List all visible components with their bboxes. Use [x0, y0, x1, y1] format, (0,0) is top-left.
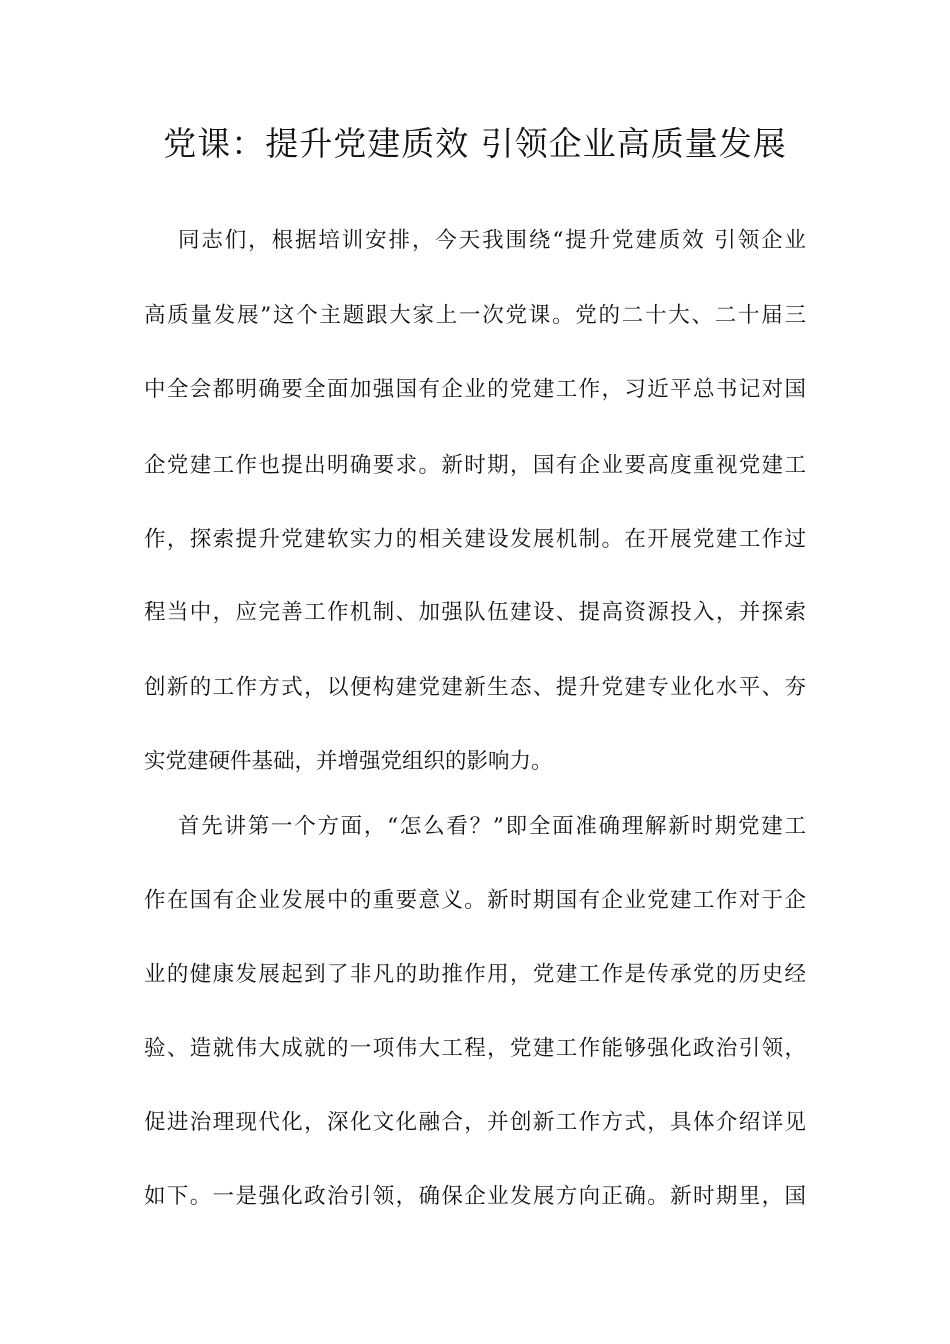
paragraph-2-line-3: 业的健康发展起到了非凡的助推作用，党建工作是传承党的历史经	[144, 962, 806, 987]
paragraph-2-line-6: 如下。一是强化政治引领，确保企业发展方向正确。新时期里，国	[144, 1184, 806, 1209]
paragraph-1-line-1: 同志们，根据培训安排，今天我围绕“提升党建质效 引领企业	[178, 228, 806, 253]
paragraph-2-line-2: 作在国有企业发展中的重要意义。新时期国有企业党建工作对于企	[144, 888, 806, 913]
paragraph-1-line-3: 中全会都明确要全面加强国有企业的党建工作，习近平总书记对国	[144, 377, 806, 402]
document-title: 党课：提升党建质效 引领企业高质量发展	[163, 124, 787, 163]
paragraph-2-line-1: 首先讲第一个方面，“怎么看？”即全面准确理解新时期党建工	[178, 814, 806, 839]
paragraph-1-line-8: 实党建硬件基础，并增强党组织的影响力。	[144, 749, 553, 774]
paragraph-2-line-5: 促进治理现代化，深化文化融合，并创新工作方式，具体介绍详见	[144, 1110, 806, 1135]
paragraph-1-line-6: 程当中，应完善工作机制、加强队伍建设、提高资源投入，并探索	[144, 600, 806, 625]
paragraph-1-line-2: 高质量发展”这个主题跟大家上一次党课。党的二十大、二十届三	[144, 303, 806, 328]
paragraph-2-line-4: 验、造就伟大成就的一项伟大工程，党建工作能够强化政治引领，	[144, 1036, 806, 1061]
paragraph-1-line-5: 作，探索提升党建软实力的相关建设发展机制。在开展党建工作过	[144, 527, 806, 552]
paragraph-1-line-4: 企党建工作也提出明确要求。新时期，国有企业要高度重视党建工	[144, 453, 806, 478]
paragraph-1-line-7: 创新的工作方式，以便构建党建新生态、提升党建专业化水平、夯	[144, 675, 806, 700]
